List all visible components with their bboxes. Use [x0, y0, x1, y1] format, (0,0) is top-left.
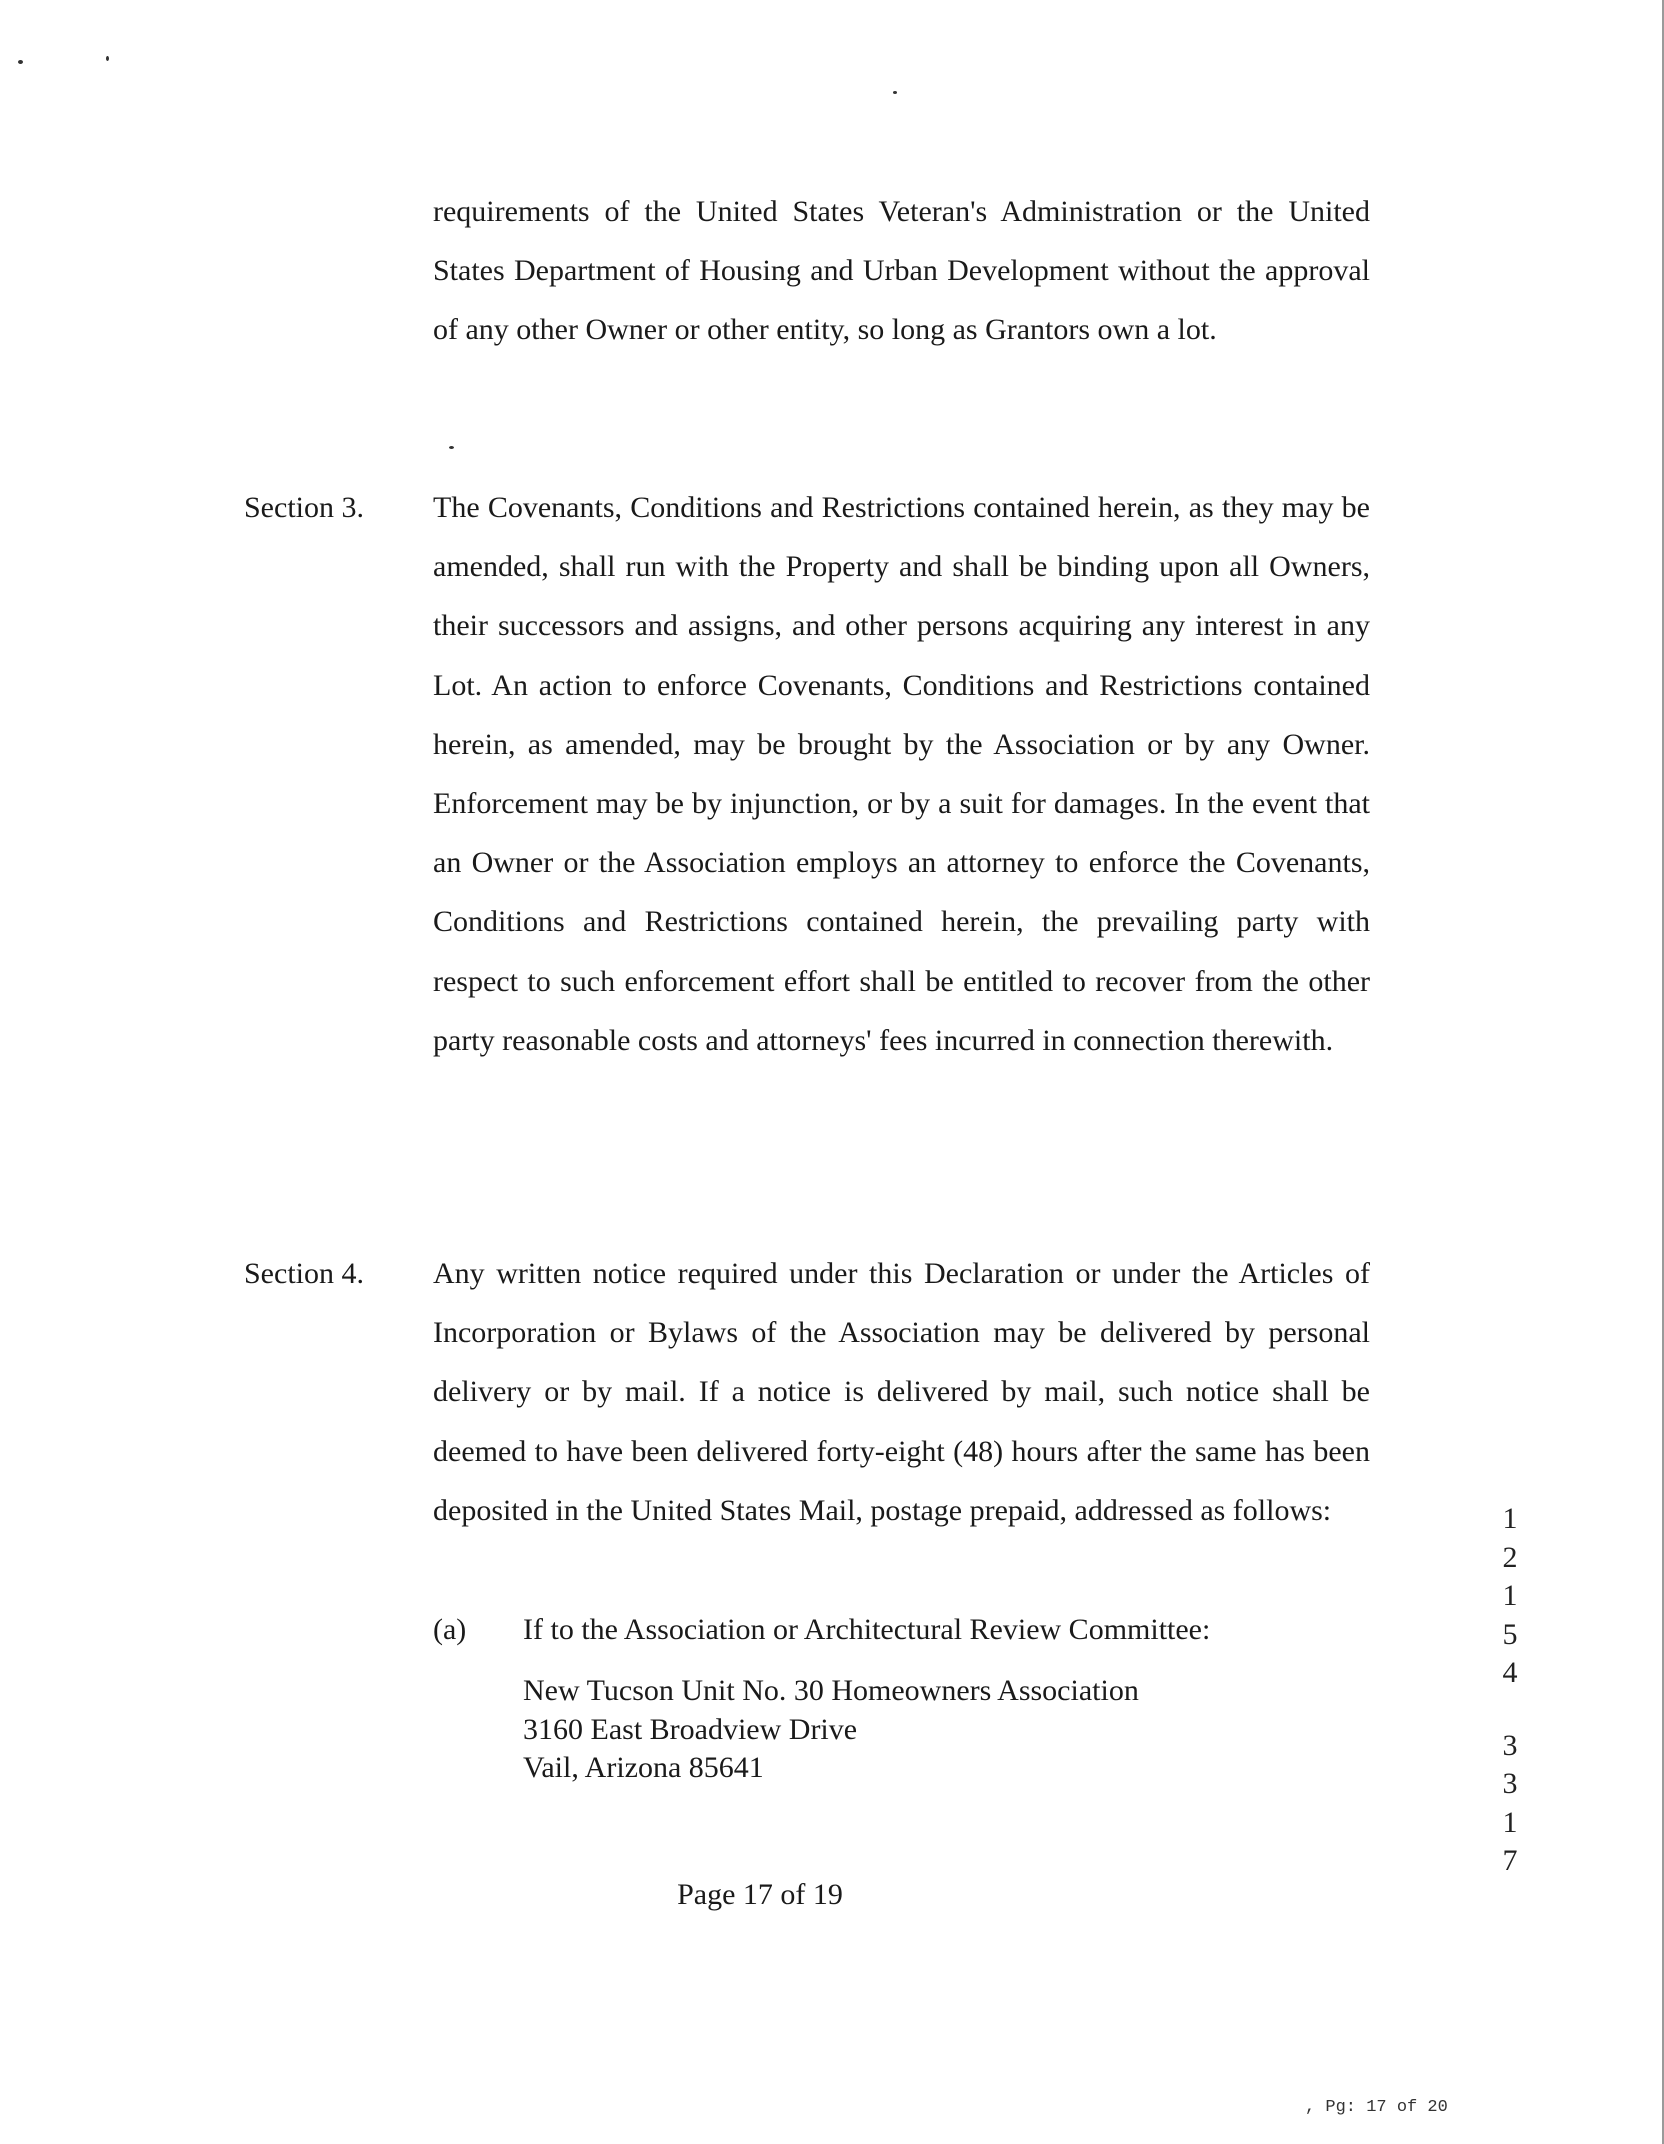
recording-digit: 3 — [1502, 1767, 1518, 1800]
item-a-text: If to the Association or Architectural Review Committee: — [523, 1613, 1211, 1646]
page-number: Page 17 of 19 — [677, 1878, 843, 1911]
scan-speck — [449, 446, 454, 449]
section-3-label: Section 3. — [244, 491, 364, 524]
recording-digit: 4 — [1502, 1656, 1518, 1689]
address-line-1: New Tucson Unit No. 30 Homeowners Association — [523, 1674, 1139, 1707]
item-a-label: (a) — [433, 1613, 467, 1646]
recording-digit: 7 — [1502, 1844, 1518, 1877]
scan-speck — [18, 60, 23, 64]
address-line-2: 3160 East Broadview Drive — [523, 1712, 858, 1746]
recording-digit: 1 — [1502, 1805, 1518, 1839]
section-2-continued-text: requirements of the United States Veteran's Administration or the United States Department of Housing and Urban Development without the approval of any other Owner or other entity, so long as Grantors own a lot. — [433, 195, 1370, 347]
section-4-label: Section 4. — [244, 1257, 364, 1290]
recording-gap — [1495, 1693, 1525, 1727]
section-3-text: The Covenants, Conditions and Restrictions contained herein, as they may be amended, shall run with the Property and shall be binding upon all Owners, their successors and assigns, and other persons acquiring any interest in any Lot. An action to enforce Covenants, Conditions and Restrictions contained herein, as amended, may be brought by the Association or by any Owner. Enforcement may be by injunction, or by a suit for damages. In the event that an Owner or the Association employs an attorney to enforce the Covenants, Conditions and Restrictions contained herein, the prevailing party with respect to such enforcement effort shall be entitled to recover from the other party reasonable costs and attorneys' fees incurred in connection therewith. — [433, 491, 1370, 1057]
recording-digit: 5 — [1502, 1617, 1518, 1651]
section-4-text: Any written notice required under this Declaration or under the Articles of Incorporation or Bylaws of the Association may be delivered by personal delivery or by mail. If a notice is delivered by mail, such notice shall be deemed to have been delivered forty-eight (48) hours after the same has been deposited in the United States Mail, postage prepaid, addressed as follows: — [433, 1257, 1370, 1527]
recording-number-vertical — [1495, 1500, 1525, 1881]
address-line-3: Vail, Arizona 85641 — [523, 1751, 764, 1784]
recording-digit: 2 — [1502, 1540, 1518, 1574]
scan-speck — [106, 56, 109, 61]
scan-speck — [893, 91, 897, 94]
footer-page-stamp: , Pg: 17 of 20 — [1305, 2098, 1448, 2117]
recording-digit: 1 — [1502, 1502, 1518, 1535]
recording-digit: 3 — [1502, 1728, 1518, 1762]
association-address — [523, 1672, 1139, 1788]
recording-digit: 1 — [1502, 1579, 1518, 1612]
